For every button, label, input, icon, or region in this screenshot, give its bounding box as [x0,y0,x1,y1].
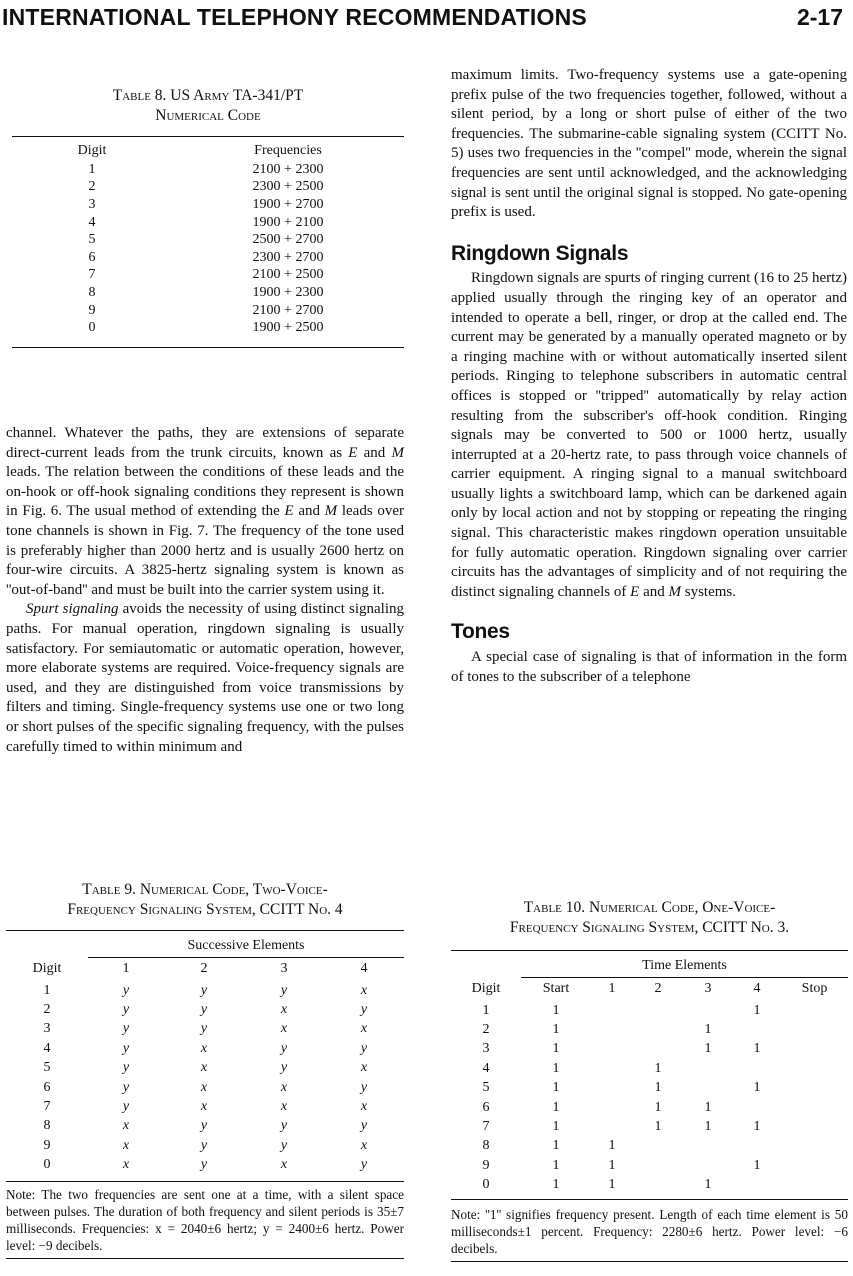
table-8-caption [12,86,404,126]
table-cell: 1 [552,1099,560,1115]
table-cell [733,1020,781,1039]
table-cell [633,1001,683,1020]
table-cell [591,1020,633,1039]
table-cell-digit: 7 [88,267,96,283]
table-cell: x [280,1021,288,1037]
table-cell [633,1176,683,1195]
table-10-header-col: Start [542,981,570,997]
table-cell: 1 [608,1138,616,1154]
table-cell: y [122,1002,130,1018]
running-header-title: INTERNATIONAL TELEPHONY RECOMMENDATIONS [2,4,587,30]
table-cell: 1 [654,1119,662,1135]
table-row [12,196,404,214]
table-cell: 2300 + 2700 [252,249,324,265]
table-cell: 1 [704,1099,712,1115]
table-cell-digit: 3 [482,1041,490,1057]
table-cell-digit: 6 [43,1079,51,1095]
running-header [0,4,843,34]
table-cell: x [200,1060,208,1076]
table-cell: y [122,1060,130,1076]
table-row [12,267,404,285]
table-cell: y [122,982,130,998]
table-cell [733,1176,781,1195]
table-10-header-digit: Digit [471,981,501,996]
table-row [12,284,404,302]
table-cell: 2500 + 2700 [252,232,324,248]
table-row [6,1097,404,1116]
table-cell: x [200,1099,208,1115]
table-cell: y [360,1002,368,1018]
table-row [6,1039,404,1058]
table-cell [781,1137,848,1156]
table-cell: 1 [552,1138,560,1154]
table-cell: 1 [654,1080,662,1096]
table-row [6,1136,404,1155]
table-cell: 1 [552,1157,560,1173]
table-cell: y [360,1040,368,1056]
table-9-header-col: 3 [280,961,288,977]
table-cell [591,1059,633,1078]
table-cell: 1900 + 2700 [252,196,324,212]
right-paragraph-1: maximum limits. Two-frequency systems use a gate-opening prefix pulse of the two frequencies together, followed, without a silent period, by a long or short pulse of either of the two frequencies. The submarine-cable signaling system (CCITT No. 5) uses two frequencies in the ''compel'' mode, wherein the signal frequencies are sent until acknowledged, and the acknowledging signal is sent until the original signal is stopped. No gate-opening prefix is used. [451,67,847,221]
table-cell: x [360,1099,368,1115]
table-cell [781,1156,848,1175]
table-cell: 1 [552,1080,560,1096]
table-cell: 1 [654,1099,662,1115]
table-row [12,249,404,267]
table-cell: y [200,1002,208,1018]
table-8-header-frequencies: Frequencies [254,143,322,158]
table-cell: y [122,1040,130,1056]
table-cell-digit: 9 [43,1137,51,1153]
table-cell: y [280,1040,288,1056]
table-10-header-col: 1 [608,981,616,997]
left-column-text [6,424,404,757]
table-cell [591,1098,633,1117]
table-cell-digit: 1 [88,161,96,177]
table-cell: x [360,1137,368,1153]
table-cell: 1 [608,1157,616,1173]
table-cell: x [280,1157,288,1173]
table-9-header-col: 4 [360,961,368,977]
table-cell: 1900 + 2300 [252,284,324,300]
table-cell [633,1156,683,1175]
table-row [12,319,404,337]
table-row [451,1079,848,1098]
table-cell: y [280,982,288,998]
left-paragraph-1: channel. Whatever the paths, they are extensions of separate direct-current leads from the trunk circuits, known as E and M leads. The relation between the conditions of these leads and the on-hook or off-hook signaling conditions they represent is shown in Fig. 6. The usual method of extending the E and M leads over tone channels is shown in Fig. 7. The frequency of the tone used is preferably higher than 2000 hertz and is usually 2600 hertz on four-wire circuits. A 3825-hertz signaling system is known as ''out-of-band'' and must be built into the carrier system using it. [6,425,404,598]
table-cell: x [360,1060,368,1076]
table-row [6,1020,404,1039]
table-cell: y [200,1118,208,1134]
table-cell [683,1079,733,1098]
table-row [6,1000,404,1019]
table-row [12,161,404,179]
table-cell-digit: 3 [43,1021,51,1037]
table-row [6,1059,404,1078]
table-cell: 2100 + 2500 [252,267,324,283]
table-row [451,1137,848,1156]
table-cell-digit: 8 [43,1118,51,1134]
table-cell: x [280,1099,288,1115]
left-paragraph-2: Spurt signaling avoids the necessity of using distinct signaling paths. For manual operation, ringdown signaling is usually satisfactory. For semiautomatic or automatic operation, however, more elaborate systems are required. Voice-frequency signals are used, and they are distinguished from voice transmissions by filters and timing. Single-frequency systems use one or two long or short pulses of the specific signaling frequency, with the pulses carefully timed to within minimum and [6,601,404,755]
table-cell-digit: 6 [88,249,96,265]
table-8-header-digit: Digit [77,143,107,158]
table-8-caption-line2: Numerical Code [155,107,261,124]
table-cell-digit: 7 [43,1099,51,1115]
table-cell [733,1137,781,1156]
table-cell: 1900 + 2500 [252,320,324,336]
table-9-header-col: 1 [122,961,130,977]
table-cell [781,1098,848,1117]
table-cell: y [360,1118,368,1134]
table-9-header-col: 2 [200,961,208,977]
table-10-note: Note: ''1'' signifies frequency present. Length of each time element is 50 milliseconds±1 percent. Frequency: 2280±6 hertz. Power level: −6 decibels. [451,1206,848,1256]
table-cell-digit: 4 [88,214,96,230]
table-cell [733,1059,781,1078]
table-row [12,302,404,320]
table-row [6,1078,404,1097]
table-cell [633,1040,683,1059]
table-9-group-header: Successive Elements [88,935,404,957]
table-cell: 1 [552,1060,560,1076]
table-cell [591,1079,633,1098]
table-cell [781,1176,848,1195]
table-cell-digit: 0 [88,320,96,336]
table-10-group-header: Time Elements [521,955,848,977]
table-cell: 1 [753,1041,761,1057]
table-row [451,1156,848,1175]
table-cell: 2300 + 2500 [252,179,324,195]
table-cell: x [200,1040,208,1056]
table-9-grid [6,935,404,1175]
table-cell [591,1040,633,1059]
right-paragraph-2: Ringdown signals are spurts of ringing current (16 to 25 hertz) applied usually through the ringing key of an operator and intended to operate a bell, ringer, or drop at the called end. The current may be generated by a manually operated magneto or by a ringing machine with or without automatically inserted silent periods. Ringing to telephone subscribers in automatic central offices is stopped or ''tripped'' automatically by relay action resulting from the subscriber's off-hook condition. Ringing signals may be converted to 500 or 1000 hertz, usually interrupted at a 20-hertz rate, to pass through voice channels of carrier equipment. A ringing signal to a manual switchboard usually lights a switchboard lamp, which can be darkened again only by local action and not by stopping or repeating the ringing signal. This characteristic makes ringdown operation unsuitable for fully automatic operation. Ringdown signaling over carrier circuits has the advantages of simplicity and of not requiring the distinct signaling channels of E and M systems. [451,270,847,600]
table-8-grid [12,141,404,337]
table-cell [591,1001,633,1020]
table-cell-digit: 0 [43,1157,51,1173]
table-cell [781,1059,848,1078]
table-cell [781,1117,848,1136]
table-10-header-col: 3 [704,981,712,997]
table-cell: x [280,1002,288,1018]
table-cell: y [280,1137,288,1153]
table-cell: y [360,1079,368,1095]
table-cell: y [360,1157,368,1173]
right-paragraph-3: A special case of signaling is that of information in the form of tones to the subscriber of a telephone [451,649,847,685]
table-cell [733,1098,781,1117]
table-cell: x [360,1021,368,1037]
page-number: 2-17 [796,4,843,30]
table-10-grid [451,955,848,1195]
table-cell [781,1079,848,1098]
table-10 [451,898,848,1262]
table-cell: y [200,1137,208,1153]
heading-ringdown-signals: Ringdown Signals [451,241,629,265]
table-8-caption-line1: Table 8. US Army TA-341/PT [112,87,304,104]
heading-tones: Tones [451,620,510,644]
table-cell: 1 [552,1177,560,1193]
table-cell [591,1117,633,1136]
table-cell: x [122,1137,130,1153]
table-cell [633,1137,683,1156]
table-cell: x [122,1118,130,1134]
table-10-header-col: Stop [801,981,828,997]
table-cell: 1 [552,1119,560,1135]
table-cell-digit: 0 [482,1177,490,1193]
table-cell: 1 [654,1060,662,1076]
table-cell [781,1020,848,1039]
table-cell: 1 [608,1177,616,1193]
table-cell [633,1020,683,1039]
right-column-text [451,66,847,687]
table-row [6,981,404,1000]
table-cell: 1900 + 2100 [252,214,324,230]
table-cell-digit: 2 [43,1002,51,1018]
table-cell: x [280,1079,288,1095]
table-cell: 1 [704,1022,712,1038]
table-row [451,1059,848,1078]
table-cell: 1 [704,1177,712,1193]
table-cell-digit: 8 [88,284,96,300]
table-9-caption [6,880,404,920]
table-cell: 1 [753,1080,761,1096]
table-cell: x [360,982,368,998]
table-8 [12,86,404,348]
table-cell-digit: 9 [482,1157,490,1173]
table-cell-digit: 1 [43,982,51,998]
table-cell: 1 [753,1119,761,1135]
table-cell-digit: 4 [482,1060,490,1076]
table-9 [6,880,404,1259]
table-cell: 2100 + 2300 [252,161,324,177]
table-cell: y [122,1079,130,1095]
table-cell: 1 [552,1022,560,1038]
table-cell: 2100 + 2700 [252,302,324,318]
table-row [451,1098,848,1117]
table-cell-digit: 5 [482,1080,490,1096]
table-row [6,1117,404,1136]
table-10-caption [451,898,848,938]
table-row [451,1176,848,1195]
table-cell: y [200,1021,208,1037]
table-cell [781,1040,848,1059]
table-cell: y [122,1021,130,1037]
table-cell-digit: 3 [88,196,96,212]
table-9-note: Note: The two frequencies are sent one at a time, with a silent space between pulses. The duration of both frequency and silent periods is 35±7 milliseconds. Frequencies: x = 2040±6 hertz; y = 2400±6 hertz. Power level: −9 decibels. [6,1186,404,1253]
table-10-header-col: 2 [654,981,662,997]
table-row [451,1117,848,1136]
table-row [451,1040,848,1059]
table-cell-digit: 7 [482,1119,490,1135]
table-row [451,1001,848,1020]
table-cell: x [200,1079,208,1095]
table-cell: 1 [704,1119,712,1135]
table-cell-digit: 9 [88,302,96,318]
table-9-header-digit: Digit [32,961,62,976]
table-cell [683,1137,733,1156]
table-cell-digit: 6 [482,1099,490,1115]
table-cell: 1 [753,1002,761,1018]
table-cell-digit: 2 [88,179,96,195]
table-10-header-col: 4 [753,981,761,997]
table-10-caption-line2: Frequency Signaling System, CCITT No. 3. [509,919,790,936]
table-cell-digit: 8 [482,1138,490,1154]
table-row [6,1156,404,1175]
table-cell [683,1059,733,1078]
table-row [12,179,404,197]
table-row [12,231,404,249]
table-cell-digit: 5 [43,1060,51,1076]
table-cell-digit: 4 [43,1040,51,1056]
table-10-caption-line1: Table 10. Numerical Code, One-Voice- [523,899,776,916]
table-cell: x [122,1157,130,1173]
table-cell: y [200,1157,208,1173]
table-9-caption-line1: Table 9. Numerical Code, Two-Voice- [82,881,328,898]
table-cell: y [200,982,208,998]
table-cell-digit: 2 [482,1022,490,1038]
table-cell-digit: 1 [482,1002,490,1018]
table-cell: y [122,1099,130,1115]
table-cell [683,1001,733,1020]
table-cell [683,1156,733,1175]
table-cell: y [280,1118,288,1134]
table-9-caption-line2: Frequency Signaling System, CCITT No. 4 [67,901,343,918]
table-cell [781,1001,848,1020]
table-row [12,214,404,232]
table-cell: 1 [552,1002,560,1018]
table-cell: 1 [552,1041,560,1057]
table-cell-digit: 5 [88,232,96,248]
table-row [451,1020,848,1039]
table-cell: 1 [753,1157,761,1173]
table-cell: 1 [704,1041,712,1057]
table-cell: y [280,1060,288,1076]
